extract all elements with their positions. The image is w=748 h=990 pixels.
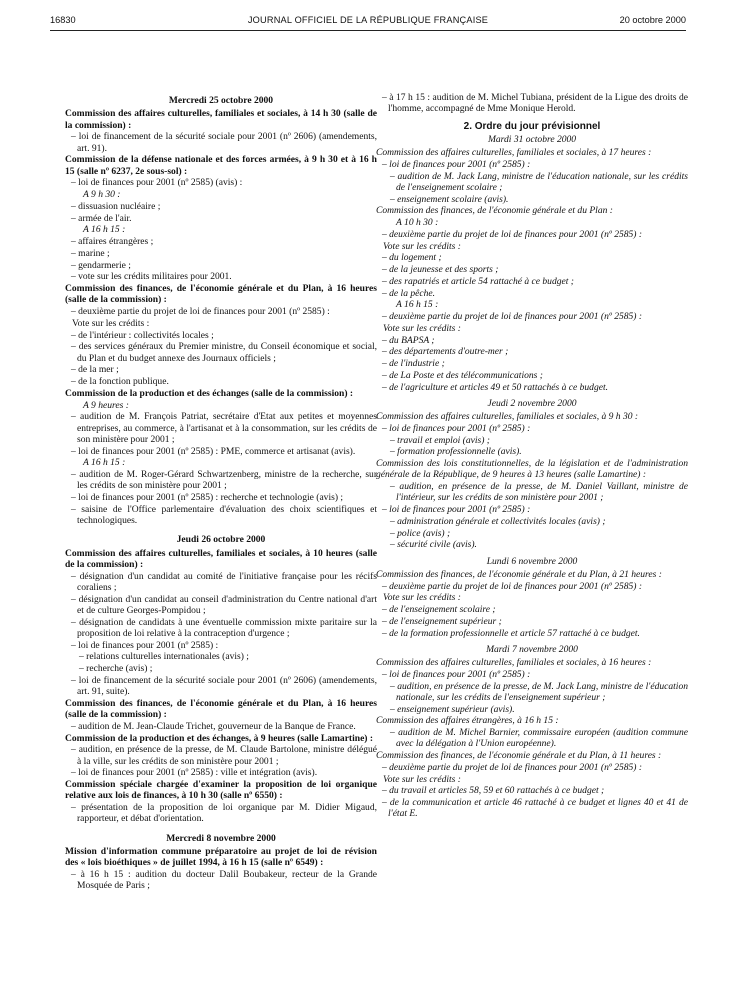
page-header xyxy=(50,15,686,29)
commission-heading: Commission de la production et des échanges, à 9 heures (salle Lamartine) : xyxy=(65,732,374,744)
commission-heading: Commission des finances, de l'économie générale et du Plan : xyxy=(376,205,613,217)
agenda-item: – deuxième partie du projet de loi de finances pour 2001 (nº 2585) : xyxy=(382,761,643,773)
agenda-item: – de l'agriculture et articles 49 et 50 rattachés à ce budget. xyxy=(382,381,608,393)
agenda-item: – de l'enseignement supérieur ; xyxy=(382,615,502,627)
commission-heading: Commission des affaires culturelles, familiales et sociales, à 17 heures : xyxy=(376,147,652,158)
agenda-item: – loi de finances pour 2001 (nº 2585) (avis) : xyxy=(71,177,243,189)
agenda-item: – gendarmerie ; xyxy=(71,259,131,271)
agenda-item: – de la formation professionnelle et article 57 rattaché à ce budget. xyxy=(382,627,640,639)
time-slot: A 10 h 30 : xyxy=(396,217,439,228)
day-heading: Jeudi 2 novembre 2000 xyxy=(487,397,577,409)
agenda-item: – des départements d'outre-mer ; xyxy=(382,346,509,358)
agenda-subitem: – police (avis) ; xyxy=(390,527,451,539)
agenda-item: – de La Poste et des télécommunications ; xyxy=(382,369,543,381)
commission-heading: Commission des finances, de l'économie générale et du Plan, à 11 heures : xyxy=(376,750,662,761)
agenda-subitem: – enseignement scolaire (avis). xyxy=(390,193,509,205)
agenda-item: – à 17 h 15 : audition de M. Michel Tubiana, président de la Ligue des droits de l'homme, accompagné de Mme Monique Herold. xyxy=(382,92,688,115)
agenda-item: – loi de finances pour 2001 (nº 2585) : xyxy=(382,504,531,515)
commission-heading: Commission des affaires culturelles, familiales et sociales, à 16 heures : xyxy=(376,657,652,668)
agenda-item: – loi de finances pour 2001 (nº 2585) : xyxy=(382,422,531,434)
day-heading: Mardi 7 novembre 2000 xyxy=(486,643,578,655)
commission-heading: Commission des affaires culturelles, familiales et sociales, à 9 h 30 : xyxy=(376,411,639,422)
agenda-item: – audition, en présence de la presse, de M. Claude Bartolone, ministre délégué à la ville, sur les crédits de son ministère pour 2001 ; xyxy=(71,744,377,767)
day-heading: Mercredi 8 novembre 2000 xyxy=(166,832,276,844)
commission-heading: Commission spéciale chargée d'examiner la proposition de loi organique relative aux lois de finances, à 10 h 30 (salle nº 6550) : xyxy=(65,779,377,802)
agenda-subitem: – audition, en présence de la presse, de M. Jack Lang, ministre de l'éducation nationale, sur les crédits de l'enseignement supérieur ; xyxy=(390,680,688,703)
agenda-item: – affaires étrangères ; xyxy=(71,236,154,247)
agenda-item: – deuxième partie du projet de loi de finances pour 2001 (nº 2585) : xyxy=(382,228,643,240)
vote-label: Vote sur les crédits : xyxy=(383,773,461,785)
day-heading: Lundi 6 novembre 2000 xyxy=(486,555,578,567)
agenda-item: – des services généraux du Premier ministre, du Conseil économique et social, du Plan et du budget annexe des Journaux officiels ; xyxy=(71,341,377,364)
time-slot: A 9 heures : xyxy=(83,399,129,411)
agenda-item: – loi de finances pour 2001 (nº 2585) : recherche et technologie (avis) ; xyxy=(71,492,344,503)
agenda-item: – désignation d'un candidat au conseil d'administration du Centre national d'art et de culture Georges-Pompidou ; xyxy=(71,593,377,616)
agenda-item: – désignation d'un candidat au comité de l'initiative française pour les récifs coraliens ; xyxy=(71,570,377,593)
agenda-item: – de la mer ; xyxy=(71,364,119,376)
day-heading: Mercredi 25 octobre 2000 xyxy=(168,95,274,106)
day-heading: Jeudi 26 octobre 2000 xyxy=(176,534,266,546)
agenda-item: – saisine de l'Office parlementaire d'évaluation des choix scientifiques et technologiques. xyxy=(71,503,377,526)
agenda-subitem: – enseignement supérieur (avis). xyxy=(390,703,515,715)
commission-heading: Commission de la défense nationale et des forces armées, à 9 h 30 et à 16 h 15 (salle nº 6237, 2e sous-sol) : xyxy=(65,154,377,177)
day-heading: Mardi 31 octobre 2000 xyxy=(487,133,577,145)
time-slot: A 16 h 15 : xyxy=(83,224,126,236)
commission-heading: Commission des affaires culturelles, familiales et sociales, à 10 heures (salle de la commission) : xyxy=(65,547,377,570)
agenda-item: – loi de finances pour 2001 (nº 2585) : xyxy=(382,158,531,170)
commission-heading: Commission de la production et des échanges (salle de la commission) : xyxy=(65,387,354,399)
agenda-item: – de la pêche. xyxy=(382,287,436,299)
vote-label: Vote sur les crédits : xyxy=(383,592,461,604)
agenda-item: – du travail et articles 58, 59 et 60 rattachés à ce budget ; xyxy=(382,785,605,797)
agenda-item: – du logement ; xyxy=(382,252,442,264)
time-slot: A 16 h 15 : xyxy=(83,457,126,469)
agenda-item: – loi de financement de la sécurité sociale pour 2001 (nº 2606) (amendements, art. 91). xyxy=(71,131,377,154)
commission-heading: Commission des finances, de l'économie générale et du Plan, à 16 heures (salle de la commission) : xyxy=(65,283,377,306)
commission-heading: Mission d'information commune préparatoire au projet de loi de révision des « lois bioéthiques » de juillet 1994, à 16 h 15 (salle nº 6549) : xyxy=(65,845,377,868)
agenda-item: – vote sur les crédits militaires pour 2001. xyxy=(71,271,232,283)
agenda-item: – du BAPSA ; xyxy=(382,334,435,346)
agenda-item: – des rapatriés et article 54 rattaché à ce budget ; xyxy=(382,275,574,287)
agenda-subitem: – relations culturelles internationales (avis) ; xyxy=(79,651,249,663)
right-column xyxy=(376,33,688,820)
section-heading: 2. Ordre du jour prévisionnel xyxy=(463,120,601,132)
agenda-item: – à 16 h 15 : audition du docteur Dalil Boubakeur, recteur de la Grande Mosquée de Paris ; xyxy=(71,868,377,891)
agenda-item: – loi de finances pour 2001 (nº 2585) : PME, commerce et artisanat (avis). xyxy=(71,445,356,457)
commission-heading: Commission des affaires culturelles, familiales et sociales, à 14 h 30 (salle de la commission) : xyxy=(65,108,377,131)
agenda-item: – de l'industrie ; xyxy=(382,358,445,369)
agenda-item: – de l'enseignement scolaire ; xyxy=(382,604,496,615)
agenda-item: – loi de finances pour 2001 (nº 2585) : ville et intégration (avis). xyxy=(71,767,318,779)
time-slot: A 16 h 15 : xyxy=(396,299,439,311)
vote-label: Vote sur les crédits : xyxy=(383,240,461,252)
commission-heading: Commission des finances, de l'économie générale et du Plan, à 21 heures : xyxy=(376,568,662,580)
vote-label: Vote sur les crédits : xyxy=(383,322,461,334)
agenda-item: – deuxième partie du projet de loi de finances pour 2001 (nº 2585) : xyxy=(382,311,643,322)
commission-heading: Commission des finances, de l'économie générale et du Plan, à 16 heures (salle de la commission) : xyxy=(65,697,377,720)
agenda-item: – audition de M. Roger-Gérard Schwartzenberg, ministre de la recherche, sur les crédits de son ministère pour 2001 ; xyxy=(71,469,377,492)
agenda-subitem: – recherche (avis) ; xyxy=(79,663,153,674)
agenda-subitem: – travail et emploi (avis) ; xyxy=(390,434,490,446)
agenda-item: – deuxième partie du projet de loi de finances pour 2001 (nº 2585) : xyxy=(382,580,643,592)
commission-heading: Commission des affaires étrangères, à 16 h 15 : xyxy=(376,715,559,727)
commission-heading: Commission des lois constitutionnelles, de la législation et de l'administration générale de la République, de 9 heures à 13 heures (salle Lamartine) : xyxy=(376,458,688,481)
agenda-item: – loi de finances pour 2001 (nº 2585) : xyxy=(382,668,531,680)
agenda-item: – deuxième partie du projet de loi de finances pour 2001 (nº 2585) : xyxy=(71,306,330,317)
agenda-item: – dissuasion nucléaire ; xyxy=(71,200,161,212)
issue-date: 20 octobre 2000 xyxy=(619,15,686,25)
agenda-item: – désignation de candidats à une éventuelle commission mixte paritaire sur la proposition de loi relative à la contraception d'urgence ; xyxy=(71,616,377,639)
agenda-subitem: – sécurité civile (avis). xyxy=(390,539,477,551)
agenda-item: – marine ; xyxy=(71,247,110,259)
journal-title: JOURNAL OFFICIEL DE LA RÉPUBLIQUE FRANÇAISE xyxy=(247,15,489,25)
header-rule xyxy=(50,30,686,31)
agenda-item: – armée de l'air. xyxy=(71,212,132,224)
agenda-item: – audition de M. Jean-Claude Trichet, gouverneur de la Banque de France. xyxy=(71,720,356,732)
time-slot: A 9 h 30 : xyxy=(83,189,121,200)
agenda-item: – de la communication et article 46 rattaché à ce budget et lignes 40 et 41 de l'état E. xyxy=(382,797,688,820)
agenda-subitem: – audition, en présence de la presse, de M. Daniel Vaillant, ministre de l'intérieur, sur les crédits de son ministère pour 2001 ; xyxy=(390,481,688,504)
agenda-subitem: – audition de M. Jack Lang, ministre de l'éducation nationale, sur les crédits de l'enseignement scolaire ; xyxy=(390,170,688,193)
agenda-subitem: – audition de M. Michel Barnier, commissaire européen (audition commune avec la délégation à l'Union européenne). xyxy=(390,727,688,750)
agenda-item: – audition de M. François Patriat, secrétaire d'Etat aux petites et moyennes entreprises, au commerce, à l'artisanat et à la consommation, sur les crédits de son ministère pour 2001 ; xyxy=(71,411,377,445)
left-column xyxy=(65,33,377,892)
agenda-item: – présentation de la proposition de loi organique par M. Didier Migaud, rapporteur, et débat d'orientation. xyxy=(71,802,377,825)
agenda-item: – loi de financement de la sécurité sociale pour 2001 (nº 2606) (amendements, art. 91, suite). xyxy=(71,674,377,697)
agenda-item: – loi de finances pour 2001 (nº 2585) : xyxy=(71,639,219,651)
agenda-item: – de la fonction publique. xyxy=(71,376,169,387)
agenda-subitem: – formation professionnelle (avis). xyxy=(390,446,522,458)
vote-label: Vote sur les crédits : xyxy=(72,317,150,329)
agenda-item: – de la jeunesse et des sports ; xyxy=(382,264,499,275)
agenda-item: – de l'intérieur : collectivités locales ; xyxy=(71,329,214,341)
agenda-subitem: – administration générale et collectivités locales (avis) ; xyxy=(390,515,606,527)
page-number: 16830 xyxy=(50,15,76,25)
